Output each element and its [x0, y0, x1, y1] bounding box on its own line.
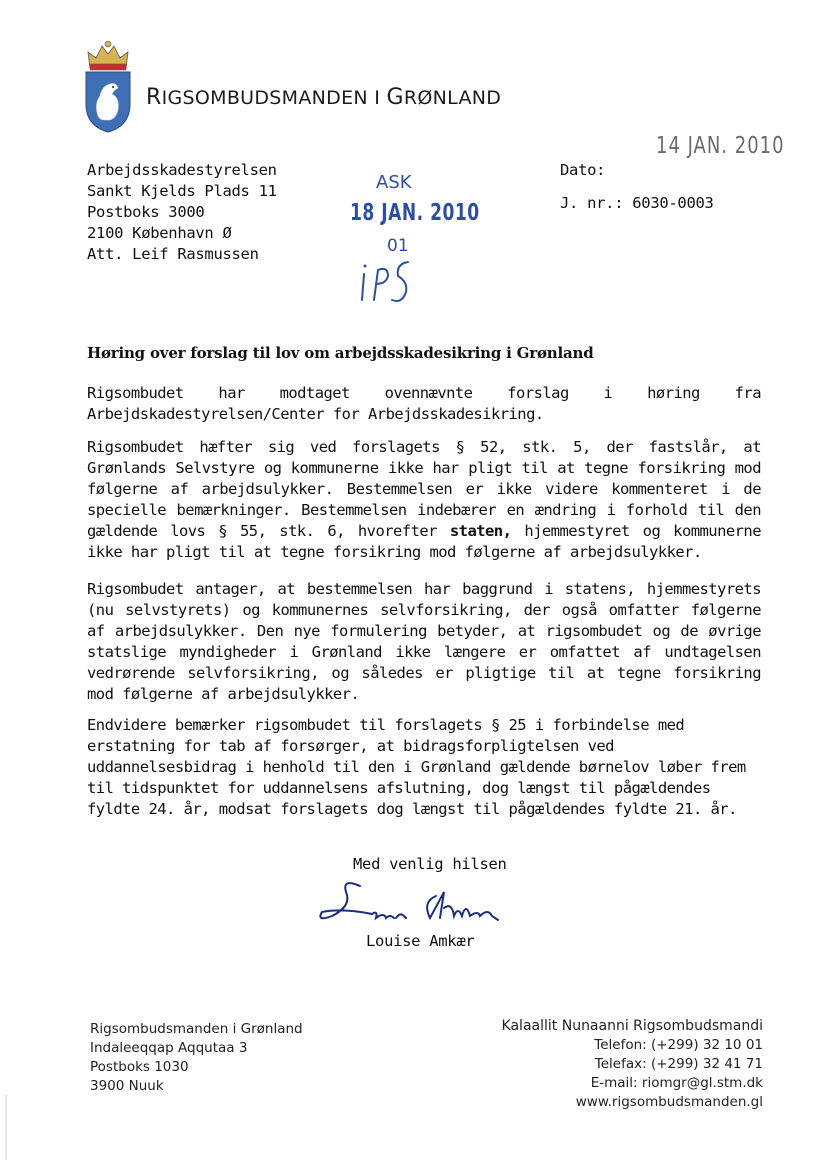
body-paragraph-4: Endvidere bemærker rigsombudet til forslagets § 25 i forbindelse med erstatning for tab af forsørger, at bidragsforpligtelsen ved uddannelsesbidrag i henhold til den i Grønland gældende børnelov løber frem til tidspunktet for uddannelsens afslutning, dog længst til pågældendes fyldte 24. år, modsat forslagets dog længst til pågældendes fyldte 21. år. [87, 716, 746, 818]
handwritten-signature [312, 872, 512, 937]
footer-line: Rigsombudsmanden i Grønland [90, 1021, 303, 1037]
coat-of-arms-icon [80, 38, 136, 134]
emphasis-staten: staten, [449, 522, 512, 540]
footer-fax: Telefax: (+299) 32 41 71 [594, 1056, 763, 1072]
received-date-stamp: 14 JAN. 2010 [656, 131, 785, 159]
letter-subject: Høring over forslag til lov om arbejdsskadesikring i Grønland [87, 344, 594, 362]
recipient-line: Sankt Kjelds Plads 11 [87, 182, 277, 200]
ask-stamp-date: 18 JAN. 2010 [350, 199, 480, 227]
footer-line: Postboks 1030 [90, 1059, 189, 1075]
footer-email: E-mail: riomgr@gl.stm.dk [590, 1075, 763, 1091]
recipient-line: Att. Leif Rasmussen [87, 245, 259, 263]
ask-stamp-number: 01 [387, 236, 409, 256]
closing-greeting: Med venlig hilsen [353, 855, 507, 873]
handwritten-initials [350, 248, 430, 308]
ask-stamp-label: ASK [376, 172, 412, 193]
recipient-line: Postboks 3000 [87, 203, 205, 221]
journal-number: J. nr.: 6030-0003 [560, 194, 714, 212]
date-label: Dato: [560, 161, 606, 179]
recipient-line: 2100 København Ø [87, 224, 232, 242]
signer-name: Louise Amkær [366, 932, 475, 950]
letter-meta [560, 160, 714, 226]
body-paragraph-1: Rigsombudet har modtaget ovennævnte forslag i høring fra Arbejdskadestyrelsen/Center for Arbejdsskadesikring. [87, 384, 761, 423]
recipient-line: Arbejdsskadestyrelsen [87, 161, 277, 179]
organization-name: RIGSOMBUDSMANDEN I GRØNLAND [146, 85, 502, 110]
body-paragraph-3: Rigsombudet antager, at bestemmelsen har baggrund i statens, hjemmestyrets (nu selvstyrets) og kommunernes selvforsikring, der også omfatter følgerne af arbejdsulykker. Den nye formulering betyder, at rigsombudet og de øvrige statslige myndigheder i Grønland ikke længere er omfattet af undtagelsen vedrørende selvforsikring, og således er pligtige til at tegne forsikring mod følgerne af arbejdsulykker. [87, 580, 761, 703]
body-paragraph-2: Rigsombudet hæfter sig ved forslagets § 52, stk. 5, der fastslår, at Grønlands Selvstyre og kommunerne ikke har pligt til at tegne forsikring mod følgerne af arbejdsulykker. Bestemmelsen er ikke videre kommenteret i de specielle bemærkninger. Bestemmelsen indebærer en ændring i forhold til den gældende lovs § 55, stk. 6, hvorefter staten, hjemmestyret og kommunerne ikke har pligt til at tegne forsikring mod følgerne af arbejdsulykker. [87, 438, 761, 561]
footer-website: www.rigsombudsmanden.gl [575, 1094, 763, 1110]
footer-contact [502, 1017, 763, 1112]
footer-org-greenlandic: Kalaallit Nunaanni Rigsombudsmandi [501, 1018, 763, 1034]
footer-line: Indaleeqqap Aqqutaa 3 [90, 1040, 248, 1056]
scan-edge [5, 1095, 7, 1160]
footer-line: 3900 Nuuk [90, 1078, 164, 1094]
footer-address [90, 1020, 303, 1096]
recipient-address [87, 160, 277, 265]
footer-phone: Telefon: (+299) 32 10 01 [594, 1037, 763, 1053]
